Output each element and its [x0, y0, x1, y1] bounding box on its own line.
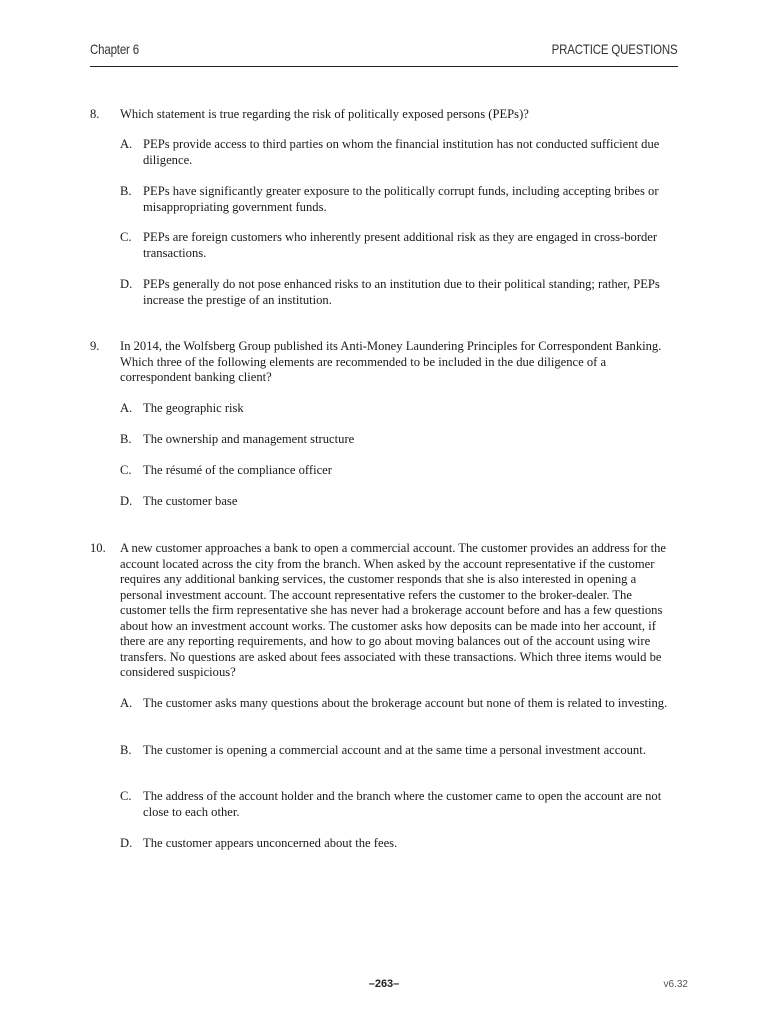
option-letter: B.	[120, 432, 132, 446]
question-text: In 2014, the Wolfsberg Group published its Anti-Money Laundering Principles for Correspondent Banking. Which three of the following elements are recommended to be included in the due diligence of a correspondent banking client?	[120, 339, 662, 384]
option-c	[120, 463, 678, 479]
option-letter: C.	[120, 789, 132, 803]
question-number: 10.	[90, 541, 106, 555]
question-number: 9.	[90, 339, 100, 353]
option-letter: B.	[120, 743, 132, 757]
option-c	[120, 230, 678, 261]
question-10	[90, 541, 678, 850]
option-a	[120, 137, 678, 168]
option-text: PEPs are foreign customers who inherently present additional risk as they are engaged in cross-border transactions.	[143, 230, 658, 260]
option-letter: D.	[120, 494, 133, 508]
option-text: The customer is opening a commercial account and at the same time a personal investment account.	[143, 743, 646, 757]
option-letter: A.	[120, 137, 133, 151]
option-a	[120, 696, 678, 712]
version-label: v6.32	[663, 979, 688, 990]
option-d	[120, 836, 678, 852]
option-b	[120, 432, 678, 448]
option-text: The résumé of the compliance officer	[143, 463, 332, 477]
option-text: The address of the account holder and the branch where the customer came to open the account are not close to each other.	[143, 789, 662, 819]
question-text: A new customer approaches a bank to open a commercial account. The customer provides an address for the account located across the city from the branch. When asked by the account representative if the customer requires any additional banking services, the customer responds that she is also interested in opening a personal investment account. The account representative refers the customer to the broker-dealer. The customer tells the firm representative she has never had a brokerage account before and has a few questions about how an investment account works. The customer asks how deposits can be made into her account, if there are any reporting requirements, and how to go about moving balances out of the account using wire transfers. No questions are asked about fees associated with these transactions. Which three items would be considered suspicious?	[120, 541, 667, 679]
option-d	[120, 494, 678, 510]
option-letter: B.	[120, 184, 132, 198]
option-a	[120, 401, 678, 417]
question-8	[90, 107, 678, 307]
option-b	[120, 743, 678, 759]
page-header	[90, 40, 678, 67]
option-letter: D.	[120, 836, 133, 850]
question-text: Which statement is true regarding the risk of politically exposed persons (PEPs)?	[120, 107, 529, 121]
option-text: PEPs generally do not pose enhanced risks to an institution due to their political standing; rather, PEPs increase the prestige of an institution.	[143, 277, 660, 307]
option-text: PEPs provide access to third parties on whom the financial institution has not conducted sufficient due diligence.	[143, 137, 660, 167]
section-label: PRACTICE QUESTIONS	[552, 41, 678, 57]
option-letter: A.	[120, 401, 133, 415]
option-text: The customer appears unconcerned about the fees.	[143, 836, 398, 850]
option-c	[120, 789, 678, 820]
option-text: The geographic risk	[143, 401, 244, 415]
option-text: The ownership and management structure	[143, 432, 355, 446]
option-text: The customer asks many questions about the brokerage account but none of them is related to investing.	[143, 696, 668, 710]
option-letter: C.	[120, 463, 132, 477]
option-letter: A.	[120, 696, 133, 710]
option-text: The customer base	[143, 494, 238, 508]
option-letter: C.	[120, 230, 132, 244]
option-b	[120, 184, 678, 215]
question-9	[90, 339, 678, 508]
option-letter: D.	[120, 277, 133, 291]
chapter-label: Chapter 6	[90, 41, 139, 57]
option-text: PEPs have significantly greater exposure to the politically corrupt funds, including accepting bribes or misappropriating government funds.	[143, 184, 659, 214]
option-d	[120, 277, 678, 308]
page-number: –263–	[368, 978, 400, 990]
question-number: 8.	[90, 107, 100, 121]
